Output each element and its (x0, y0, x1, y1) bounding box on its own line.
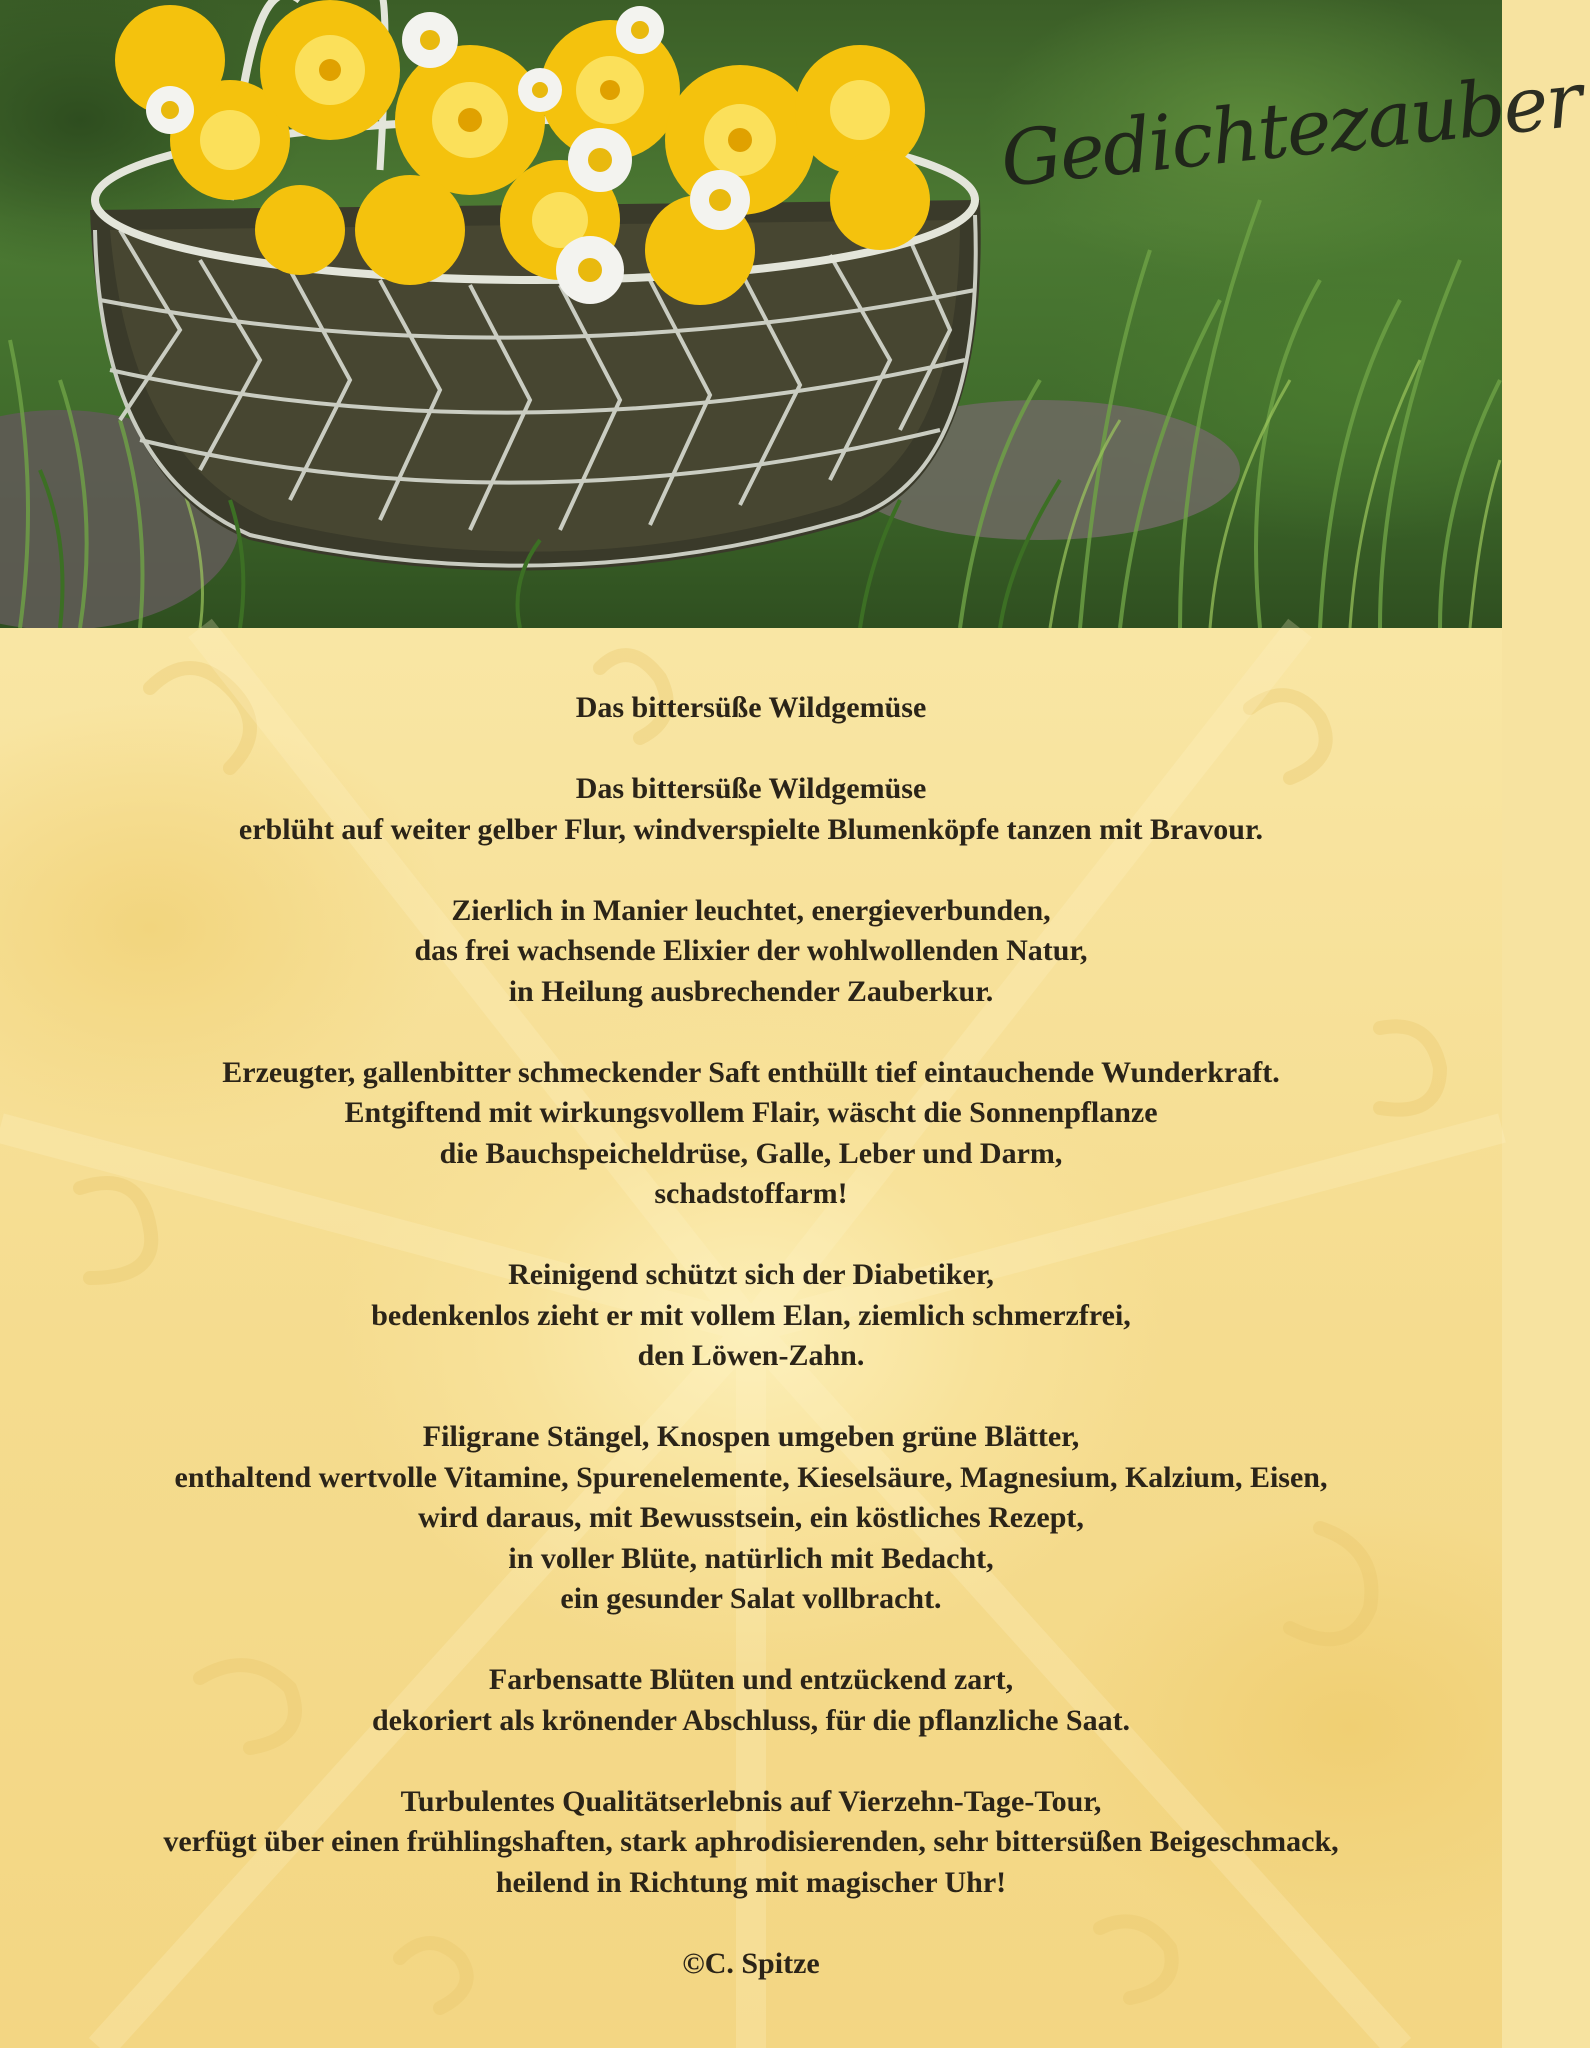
poem-panel (0, 628, 1502, 2048)
poem-line: ein gesunder Salat vollbracht. (560, 1582, 942, 1615)
poem-line: schadstoffarm! (654, 1177, 848, 1210)
poem-line: Filigrane Stängel, Knospen umgeben grüne Blätter, (422, 1420, 1080, 1453)
poem-line: heilend in Richtung mit magischer Uhr! (495, 1865, 1007, 1899)
poem-line: in voller Blüte, natürlich mit Bedacht, (508, 1541, 994, 1575)
poem-line: wird daraus, mit Bewusstsein, ein köstliches Rezept, (418, 1501, 1084, 1534)
poem-line: Zierlich in Manier leuchtet, energieverbunden, (451, 893, 1051, 927)
poem-line: Turbulentes Qualitätserlebnis auf Vierzehn-Tage-Tour, (400, 1784, 1102, 1818)
poem (0, 688, 1502, 1984)
poem-line: in Heilung ausbrechender Zauberkur. (508, 974, 994, 1008)
poem-line: erblüht auf weiter gelber Flur, windverspielte Blumenköpfe tanzen mit Bravour. (238, 812, 1264, 846)
poem-line: die Bauchspeicheldrüse, Galle, Leber und Darm, (439, 1136, 1063, 1170)
poem-line: dekoriert als krönender Abschluss, für die pflanzliche Saat. (371, 1703, 1131, 1737)
poem-line: enthaltend wertvolle Vitamine, Spurenelemente, Kieselsäure, Magnesium, Kalzium, Eisen, (174, 1460, 1328, 1494)
poem-line: verfügt über einen frühlingshaften, stark aphrodisierenden, sehr bittersüßen Beigeschmack, (163, 1825, 1339, 1858)
poem-line: Entgiftend mit wirkungsvollem Flair, wäscht die Sonnenpflanze (344, 1096, 1158, 1129)
poem-line: das frei wachsende Elixier der wohlwollenden Natur, (414, 934, 1088, 967)
poem-copyright: ©C. Spitze (682, 1946, 820, 1980)
signature-text: Gedichtezauber (996, 54, 1585, 204)
poem-line: Erzeugter, gallenbitter schmeckender Saft enthüllt tief eintauchende Wunderkraft. (222, 1055, 1280, 1089)
poem-line: bedenkenlos zieht er mit vollem Elan, ziemlich schmerzfrei, (371, 1298, 1131, 1332)
poem-line: Reinigend schützt sich der Diabetiker, (508, 1258, 994, 1291)
brand-signature (996, 40, 1585, 230)
poem-line: Farbensatte Blüten und entzückend zart, (488, 1663, 1014, 1696)
poem-line: Das bittersüße Wildgemüse (575, 772, 927, 805)
poem-title: Das bittersüße Wildgemüse (575, 691, 927, 724)
poem-line: den Löwen-Zahn. (637, 1339, 865, 1372)
header-photo (0, 0, 1585, 628)
